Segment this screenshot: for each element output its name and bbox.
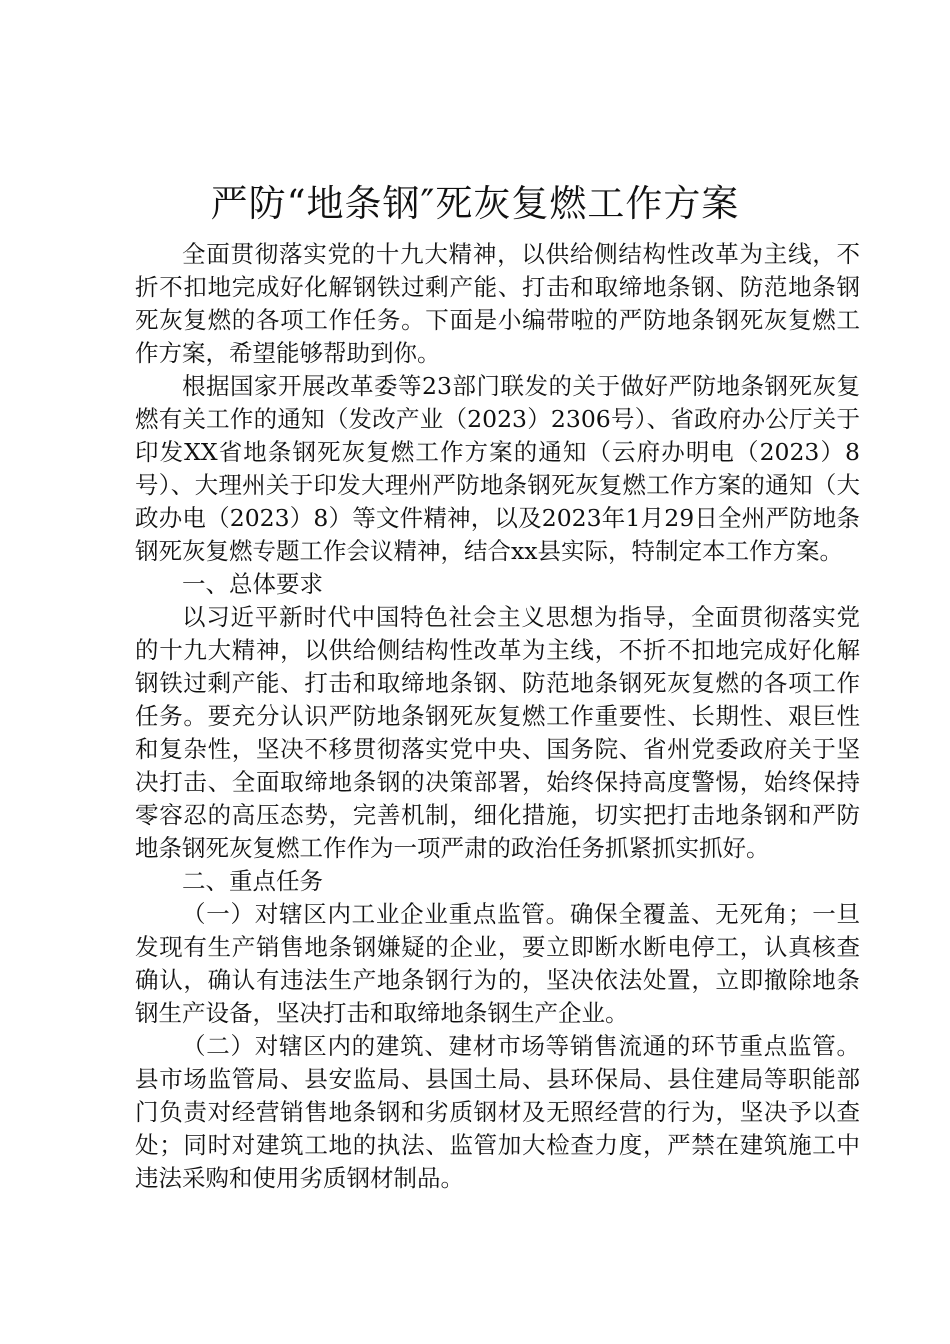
section-heading-general-requirements: 一、总体要求 bbox=[182, 570, 323, 598]
document-body bbox=[135, 238, 860, 1195]
task-one-paragraph: （一）对辖区内工业企业重点监管。确保全覆盖、无死角；一旦发现有生产销售地条钢嫌疑的企业，要立即断水断电停工，认真核查确认，确认有违法生产地条钢行为的，坚决依法处置，立即撤除地条钢生产设备，坚决打击和取缔地条钢生产企业。 bbox=[135, 900, 860, 1027]
task-two-paragraph: （二）对辖区内的建筑、建材市场等销售流通的环节重点监管。县市场监管局、县安监局、县国土局、县环保局、县住建局等职能部门负责对经营销售地条钢和劣质钢材及无照经营的行为，坚决予以查处；同时对建筑工地的执法、监管加大检查力度，严禁在建筑施工中违法采购和使用劣质钢材制品。 bbox=[135, 1032, 860, 1192]
general-requirements-paragraph: 以习近平新时代中国特色社会主义思想为指导，全面贯彻落实党的十九大精神，以供给侧结构性改革为主线，不折不扣地完成好化解钢铁过剩产能、打击和取缔地条钢、防范地条钢死灰复燃的各项工作任务。要充分认识严防地条钢死灰复燃工作重要性、长期性、艰巨性和复杂性，坚决不移贯彻落实党中央、国务院、省州党委政府关于坚决打击、全面取缔地条钢的决策部署，始终保持高度警惕，始终保持零容忍的高压态势，完善机制，细化措施，切实把打击地条钢和严防地条钢死灰复燃工作作为一项严肃的政治任务抓紧抓实抓好。 bbox=[135, 603, 860, 862]
intro-paragraph: 全面贯彻落实党的十九大精神，以供给侧结构性改革为主线，不折不扣地完成好化解钢铁过剩产能、打击和取缔地条钢、防范地条钢死灰复燃的各项工作任务。下面是小编带啦的严防地条钢死灰复燃工作方案，希望能够帮助到你。 bbox=[135, 240, 860, 367]
document-title: 严防“地条钢″死灰复燃工作方案 bbox=[210, 182, 740, 225]
basis-paragraph: 根据国家开展改革委等23部门联发的关于做好严防地条钢死灰复燃有关工作的通知（发改产业（2023）2306号）、省政府办公厅关于印发XX省地条钢死灰复燃工作方案的通知（云府办明电（2023）8号）、大理州关于印发大理州严防地条钢死灰复燃工作方案的通知（大政办电（2023）8）等文件精神，以及2023年1月29日全州严防地条钢死灰复燃专题工作会议精神，结合xx县实际，特制定本工作方案。 bbox=[135, 372, 860, 565]
section-heading-key-tasks: 二、重点任务 bbox=[182, 867, 323, 895]
